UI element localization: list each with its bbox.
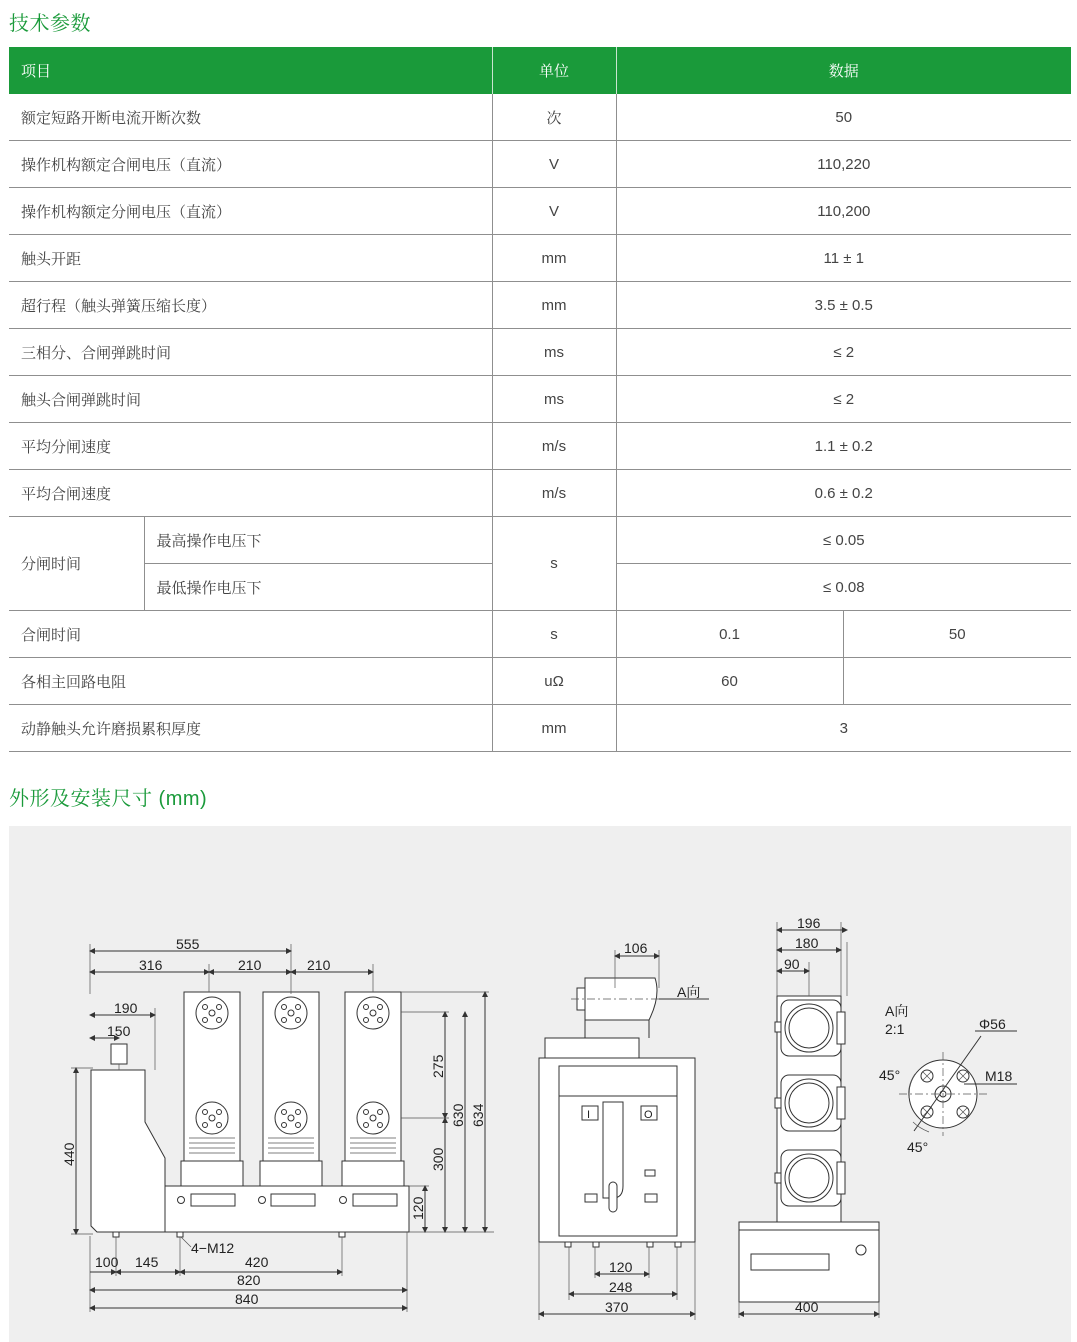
dim-100: 100 (95, 1254, 119, 1270)
top-pole-3 (775, 1150, 845, 1206)
dim-190: 190 (114, 1000, 138, 1016)
btn-i-label: I (587, 1109, 591, 1121)
tech-params-table (9, 47, 1071, 752)
row-unit: V (492, 188, 616, 235)
row-item: 动静触头允许磨损累积厚度 (9, 705, 492, 752)
row-unit: s (492, 517, 616, 611)
row-value: ≤ 0.08 (616, 564, 1071, 611)
dim-840: 840 (235, 1291, 259, 1307)
dim-150: 150 (107, 1023, 131, 1039)
dir-a-label: A向 (677, 984, 701, 1000)
row-unit: m/s (492, 423, 616, 470)
detail-a-view (879, 1003, 1017, 1155)
row-value: 1.1 ± 0.2 (616, 423, 1071, 470)
side-view (539, 940, 709, 1320)
row-unit: mm (492, 282, 616, 329)
row-value: ≤ 0.05 (616, 517, 1071, 564)
dim-180: 180 (795, 935, 819, 951)
row-value: 3.5 ± 0.5 (616, 282, 1071, 329)
dim-630: 630 (450, 1103, 466, 1127)
row-unit: mm (492, 705, 616, 752)
dim-120-front: 120 (410, 1196, 426, 1220)
table-row (9, 658, 1071, 705)
table-row (9, 329, 1071, 376)
mechanism-housing (91, 1070, 165, 1232)
dim-370: 370 (605, 1299, 629, 1315)
top-pole-2 (775, 1075, 845, 1131)
detail-title: A向 (885, 1003, 909, 1019)
detail-angle-2: 45° (907, 1139, 929, 1155)
btn-o-label: O (644, 1109, 653, 1121)
row-value-a: 0.1 (616, 611, 843, 658)
dim-400: 400 (795, 1299, 819, 1315)
side-upper-box (545, 1038, 639, 1058)
dimension-drawing (9, 826, 1071, 1342)
detail-phi56: Φ56 (979, 1016, 1006, 1032)
row-unit: ms (492, 329, 616, 376)
detail-angle-1: 45° (879, 1067, 901, 1083)
detail-scale: 2:1 (885, 1021, 905, 1037)
row-item: 平均合闸速度 (9, 470, 492, 517)
table-row (9, 94, 1071, 141)
row-item: 操作机构额定分闸电压（直流） (9, 188, 492, 235)
dim-634: 634 (470, 1103, 486, 1127)
pole-2 (260, 992, 322, 1186)
row-item: 超行程（触头弹簧压缩长度） (9, 282, 492, 329)
row-value: ≤ 2 (616, 329, 1071, 376)
front-view (61, 936, 494, 1312)
row-item: 分闸时间 (9, 517, 144, 611)
row-unit: ms (492, 376, 616, 423)
header-item: 项目 (9, 47, 492, 94)
base-plate (165, 1186, 409, 1232)
dim-248: 248 (609, 1279, 633, 1295)
table-row (9, 282, 1071, 329)
row-item: 各相主回路电阻 (9, 658, 492, 705)
row-unit: m/s (492, 470, 616, 517)
row-item: 平均分闸速度 (9, 423, 492, 470)
row-unit: V (492, 141, 616, 188)
row-value-b (843, 658, 1071, 705)
table-row (9, 517, 1071, 564)
dim-820: 820 (237, 1272, 261, 1288)
dim-300: 300 (430, 1147, 446, 1171)
dim-210a: 210 (238, 957, 262, 973)
dim-316: 316 (139, 957, 163, 973)
header-unit: 单位 (492, 47, 616, 94)
dim-275: 275 (430, 1054, 446, 1078)
pole-3 (342, 992, 404, 1186)
dim-m12: 4−M12 (191, 1240, 235, 1256)
row-unit: uΩ (492, 658, 616, 705)
header-data: 数据 (616, 47, 1071, 94)
table-header-row (9, 47, 1071, 94)
dim-196: 196 (797, 915, 821, 931)
table-row (9, 470, 1071, 517)
table-row (9, 423, 1071, 470)
table-row (9, 141, 1071, 188)
top-pole-1 (775, 1000, 845, 1056)
dim-420: 420 (245, 1254, 269, 1270)
row-subitem: 最高操作电压下 (144, 517, 492, 564)
row-value: 110,220 (616, 141, 1071, 188)
dim-440: 440 (61, 1142, 77, 1166)
row-value: 3 (616, 705, 1071, 752)
row-subitem: 最低操作电压下 (144, 564, 492, 611)
table-row (9, 235, 1071, 282)
row-item: 触头开距 (9, 235, 492, 282)
row-value-b: 50 (843, 611, 1071, 658)
row-unit: s (492, 611, 616, 658)
row-item: 三相分、合闸弹跳时间 (9, 329, 492, 376)
row-item: 触头合闸弹跳时间 (9, 376, 492, 423)
tech-params-title: 技术参数 (9, 13, 91, 35)
table-row (9, 376, 1071, 423)
drawing-svg (9, 826, 1071, 1342)
row-value: ≤ 2 (616, 376, 1071, 423)
dim-106: 106 (624, 940, 648, 956)
row-value: 110,200 (616, 188, 1071, 235)
dim-90: 90 (784, 956, 800, 972)
row-value-a: 60 (616, 658, 843, 705)
table-row (9, 705, 1071, 752)
table-row (9, 611, 1071, 658)
row-unit: mm (492, 235, 616, 282)
detail-m18: M18 (985, 1068, 1013, 1084)
row-value: 0.6 ± 0.2 (616, 470, 1071, 517)
dim-210b: 210 (307, 957, 331, 973)
dim-120-side: 120 (609, 1259, 633, 1275)
dim-555: 555 (176, 936, 200, 952)
table-row (9, 188, 1071, 235)
top-cap (111, 1044, 127, 1064)
dimensions-title: 外形及安装尺寸 (mm) (9, 788, 208, 810)
row-item: 合闸时间 (9, 611, 492, 658)
pole-1 (181, 992, 243, 1186)
row-value: 11 ± 1 (616, 235, 1071, 282)
row-value: 50 (616, 94, 1071, 141)
row-item: 操作机构额定合闸电压（直流） (9, 141, 492, 188)
dim-145: 145 (135, 1254, 159, 1270)
row-item: 额定短路开断电流开断次数 (9, 94, 492, 141)
top-view (739, 915, 879, 1318)
row-unit: 次 (492, 94, 616, 141)
